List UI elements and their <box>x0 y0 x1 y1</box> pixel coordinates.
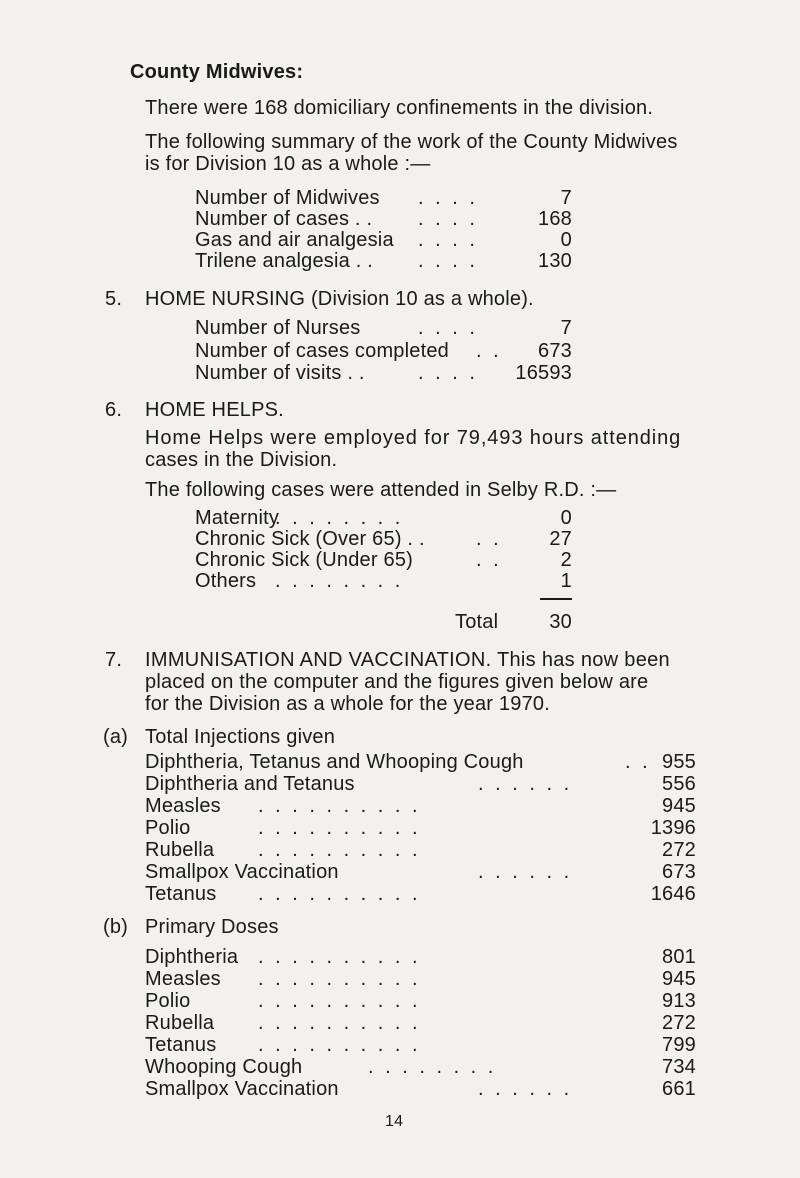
midwives-heading: County Midwives: <box>130 61 304 83</box>
dose-row-label: Measles <box>145 968 221 990</box>
injection-row-value: 1646 <box>650 883 696 905</box>
helps-row-label: Chronic Sick (Under 65) <box>195 549 414 571</box>
leader-dots: . . . . . . . . <box>368 1056 497 1078</box>
leader-dots: . . . . . . . . . . <box>258 1034 421 1056</box>
leader-dots: . . . . . . . . . . <box>258 1012 421 1034</box>
leader-dots: . . . . . . . . . . <box>258 990 421 1012</box>
leader-dots: . . . . <box>418 229 478 251</box>
injection-row-value: 945 <box>662 795 696 817</box>
injection-row-label: Diphtheria and Tetanus <box>145 773 355 795</box>
dose-row-label: Smallpox Vaccination <box>145 1078 339 1100</box>
dose-row-value: 913 <box>662 990 696 1012</box>
immunisation-line-1: IMMUNISATION AND VACCINATION. This has now been <box>145 649 670 671</box>
helps-row-value: 27 <box>549 528 572 550</box>
leader-dots: . . . . . . . . <box>275 507 404 529</box>
injection-row-label: Diphtheria, Tetanus and Whooping Cough <box>145 751 524 773</box>
injection-row-value: 272 <box>662 839 696 861</box>
leader-dots: . . . . . . . . . . <box>258 839 421 861</box>
helps-total-value: 30 <box>549 611 572 633</box>
helps-heading: HOME HELPS. <box>145 399 284 421</box>
injection-row-label: Rubella <box>145 839 215 861</box>
leader-dots: . . . . . . . . . . <box>258 968 421 990</box>
injection-row-label: Polio <box>145 817 191 839</box>
leader-dots: . . . . <box>418 187 478 209</box>
midwives-row-label: Number of cases . . <box>195 208 373 230</box>
section-number: 7. <box>105 649 123 671</box>
dose-row-value: 272 <box>662 1012 696 1034</box>
midwives-row-value: 168 <box>538 208 572 230</box>
dose-row-value: 734 <box>662 1056 696 1078</box>
immunisation-line-2: placed on the computer and the figures given below are <box>145 671 649 693</box>
leader-dots: . . . . . . <box>478 1078 573 1100</box>
dose-row-value: 799 <box>662 1034 696 1056</box>
nursing-row-value: 7 <box>560 317 572 339</box>
nursing-row-value: 16593 <box>515 362 572 384</box>
nursing-row-label: Number of cases completed <box>195 340 450 362</box>
dose-row-label: Whooping Cough <box>145 1056 303 1078</box>
leader-dots: . . . . . . . . . . <box>258 946 421 968</box>
nursing-heading: HOME NURSING (Division 10 as a whole). <box>145 288 534 310</box>
nursing-row-label: Number of visits . . <box>195 362 365 384</box>
page-number: 14 <box>385 1113 404 1130</box>
subsection-label: (b) <box>103 916 129 938</box>
section-number: 6. <box>105 399 123 421</box>
leader-dots: . . <box>476 528 502 550</box>
injection-row-label: Tetanus <box>145 883 217 905</box>
helps-row-label: Others <box>195 570 257 592</box>
dose-row-label: Polio <box>145 990 191 1012</box>
leader-dots: . . . . . . . . . . <box>258 883 421 905</box>
primary-doses-heading: Primary Doses <box>145 916 279 938</box>
midwives-paragraph-2-line-2: is for Division 10 as a whole :— <box>145 153 431 175</box>
section-number: 5. <box>105 288 123 310</box>
leader-dots: . . <box>625 751 651 773</box>
injection-row-value: 673 <box>662 861 696 883</box>
leader-dots: . . . . . . <box>478 773 573 795</box>
leader-dots: . . <box>476 549 502 571</box>
helps-row-label: Chronic Sick (Over 65) . . <box>195 528 425 550</box>
injection-row-label: Measles <box>145 795 221 817</box>
helps-paragraph-2: The following cases were attended in Selby R.D. :— <box>145 479 617 501</box>
helps-paragraph-1-line-1: Home Helps were employed for 79,493 hours attending <box>145 427 682 449</box>
dose-row-label: Rubella <box>145 1012 215 1034</box>
dose-row-value: 801 <box>662 946 696 968</box>
midwives-row-value: 7 <box>560 187 572 209</box>
nursing-row-label: Number of Nurses <box>195 317 361 339</box>
nursing-row-value: 673 <box>538 340 572 362</box>
helps-row-value: 2 <box>560 549 572 571</box>
leader-dots: . . . . . . . . . . <box>258 817 421 839</box>
leader-dots: . . . . <box>418 250 478 272</box>
dose-row-value: 945 <box>662 968 696 990</box>
leader-dots: . . . . <box>418 362 478 384</box>
total-rule <box>540 598 572 600</box>
leader-dots: . . . . <box>418 317 478 339</box>
dose-row-value: 661 <box>662 1078 696 1100</box>
midwives-paragraph-1: There were 168 domiciliary confinements in the division. <box>145 97 654 119</box>
midwives-row-value: 130 <box>538 250 572 272</box>
dose-row-label: Tetanus <box>145 1034 217 1056</box>
leader-dots: . . . . . . <box>478 861 573 883</box>
subsection-label: (a) <box>103 726 129 748</box>
midwives-row-label: Trilene analgesia . . <box>195 250 373 272</box>
injection-row-label: Smallpox Vaccination <box>145 861 339 883</box>
midwives-paragraph-2-line-1: The following summary of the work of the County Midwives <box>145 131 678 153</box>
injection-row-value: 955 <box>662 751 696 773</box>
leader-dots: . . <box>476 340 502 362</box>
leader-dots: . . . . . . . . . . <box>258 795 421 817</box>
leader-dots: . . . . . . . . <box>275 570 404 592</box>
midwives-row-label: Gas and air analgesia <box>195 229 394 251</box>
midwives-row-label: Number of Midwives <box>195 187 380 209</box>
helps-paragraph-1-line-2: cases in the Division. <box>145 449 338 471</box>
leader-dots: . . . . <box>418 208 478 230</box>
helps-row-value: 0 <box>560 507 572 529</box>
injection-row-value: 1396 <box>650 817 696 839</box>
helps-row-value: 1 <box>560 570 572 592</box>
injection-row-value: 556 <box>662 773 696 795</box>
dose-row-label: Diphtheria <box>145 946 239 968</box>
helps-total-label: Total <box>455 611 499 633</box>
midwives-row-value: 0 <box>560 229 572 251</box>
total-injections-heading: Total Injections given <box>145 726 336 748</box>
helps-row-label: Maternity <box>195 507 280 529</box>
immunisation-line-3: for the Division as a whole for the year 1970. <box>145 693 550 715</box>
